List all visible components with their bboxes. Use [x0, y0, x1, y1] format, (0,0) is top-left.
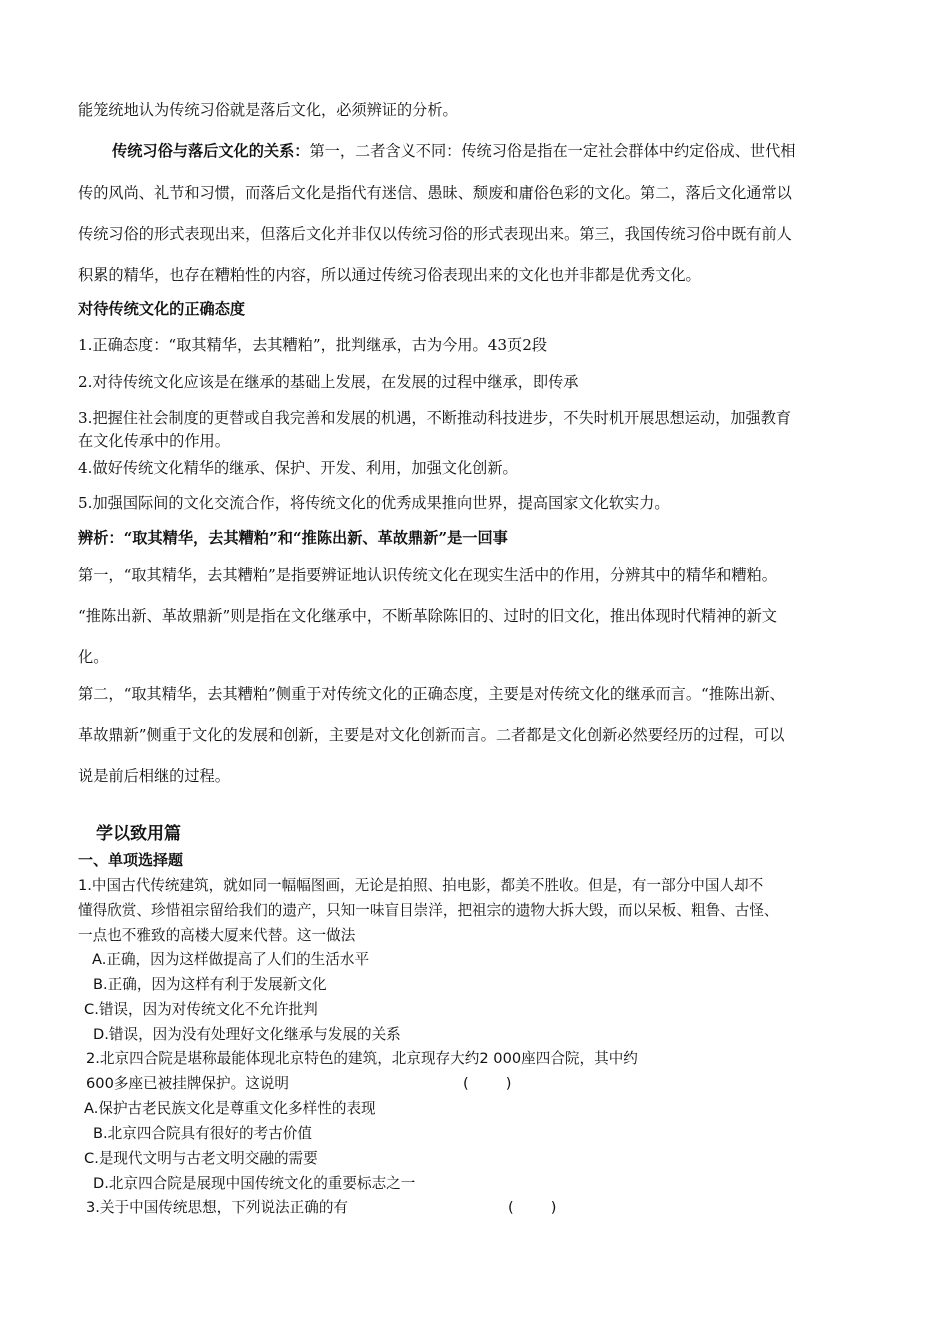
- q1-option-d: D.错误，因为没有处理好文化继承与发展的关系: [93, 1026, 401, 1043]
- attitude-item-3-line1: 3.把握住社会制度的更替或自我完善和发展的机遇，不断推动科技进步，不失时机开展思想运动，加强教育: [78, 409, 792, 427]
- q1-option-c: C.错误，因为对传统文化不允许批判: [84, 1001, 318, 1018]
- relation-heading: 传统习俗与落后文化的关系：: [112, 142, 310, 160]
- q1-line3: 一点也不雅致的高楼大厦来代替。这一做法: [78, 927, 356, 944]
- analysis-heading: 辨析：“取其精华，去其糟粕”和“推陈出新、革故鼎新”是一回事: [78, 529, 508, 547]
- q1-option-b: B.正确，因为这样有利于发展新文化: [93, 976, 327, 993]
- q3-line1: 3.关于中国传统思想，下列说法正确的有: [86, 1199, 349, 1216]
- attitude-item-5: 5.加强国际间的文化交流合作，将传统文化的优秀成果推向世界，提高国家文化软实力。: [78, 494, 670, 512]
- q3-answer-blank: ( ): [508, 1199, 557, 1216]
- relation-line1-rest: 第一，二者含义不同：传统习俗是指在一定社会群体中约定俗成、世代相: [309, 142, 796, 160]
- q2-line1: 2.北京四合院是堪称最能体现北京特色的建筑，北京现存大约2 000座四合院，其中约: [86, 1050, 638, 1067]
- relation-paragraph-line2: 传的风尚、礼节和习惯，而落后文化是指代有迷信、愚昧、颓废和庸俗色彩的文化。第二，落后文化通常以: [78, 184, 792, 202]
- analysis-p2-line3: 说是前后相继的过程。: [78, 767, 230, 785]
- q2-option-c: C.是现代文明与古老文明交融的需要: [84, 1150, 318, 1167]
- intro-line: 能笼统地认为传统习俗就是落后文化，必须辨证的分析。: [78, 101, 458, 119]
- q2-option-b: B.北京四合院具有很好的考古价值: [93, 1125, 312, 1142]
- analysis-p2-line1: 第二，“取其精华，去其糟粕”侧重于对传统文化的正确态度，主要是对传统文化的继承而言。“推陈出新、: [78, 685, 785, 703]
- q2-option-a: A.保护古老民族文化是尊重文化多样性的表现: [84, 1100, 376, 1117]
- practice-section-heading: 一、单项选择题: [78, 851, 184, 869]
- attitude-heading: 对待传统文化的正确态度: [78, 300, 246, 318]
- attitude-item-2: 2.对待传统文化应该是在继承的基础上发展，在发展的过程中继承，即传承: [78, 373, 579, 391]
- attitude-item-4: 4.做好传统文化精华的继承、保护、开发、利用，加强文化创新。: [78, 459, 518, 477]
- relation-paragraph-line4: 积累的精华，也存在糟粕性的内容，所以通过传统习俗表现出来的文化也并非都是优秀文化。: [78, 266, 701, 284]
- q2-line2: 600多座已被挂牌保护。这说明: [86, 1075, 289, 1092]
- q2-answer-blank: ( ): [463, 1075, 512, 1092]
- relation-paragraph-line3: 传统习俗的形式表现出来，但落后文化并非仅以传统习俗的形式表现出来。第三，我国传统习俗中既有前人: [78, 225, 792, 243]
- q1-line1: 1.中国古代传统建筑，就如同一幅幅图画，无论是拍照、拍电影，都美不胜收。但是，有一部分中国人却不: [78, 877, 764, 894]
- analysis-p1-line1: 第一，“取其精华，去其糟粕”是指要辨证地认识传统文化在现实生活中的作用，分辨其中的精华和糟粕。: [78, 566, 777, 584]
- q2-option-d: D.北京四合院是展现中国传统文化的重要标志之一: [93, 1175, 416, 1192]
- q1-line2: 懂得欣赏、珍惜祖宗留给我们的遗产，只知一味盲目崇洋，把祖宗的遗物大拆大毁，而以呆板、粗鲁、古怪、: [78, 902, 779, 919]
- attitude-item-3-line2: 在文化传承中的作用。: [78, 432, 230, 450]
- attitude-item-1: 1.正确态度：“取其精华，去其糟粕”，批判继承，古为今用。43页2段: [78, 336, 548, 354]
- relation-paragraph-line1: [112, 140, 795, 162]
- q1-option-a: A.正确，因为这样做提高了人们的生活水平: [92, 951, 370, 968]
- analysis-p2-line2: 革故鼎新”侧重于文化的发展和创新，主要是对文化创新而言。二者都是文化创新必然要经历的过程，可以: [78, 726, 785, 744]
- analysis-p1-line2: “推陈出新、革故鼎新”则是指在文化继承中，不断革除陈旧的、过时的旧文化，推出体现时代精神的新文: [78, 607, 777, 625]
- analysis-p1-line3: 化。: [78, 648, 109, 666]
- practice-title: 学以致用篇: [96, 824, 181, 844]
